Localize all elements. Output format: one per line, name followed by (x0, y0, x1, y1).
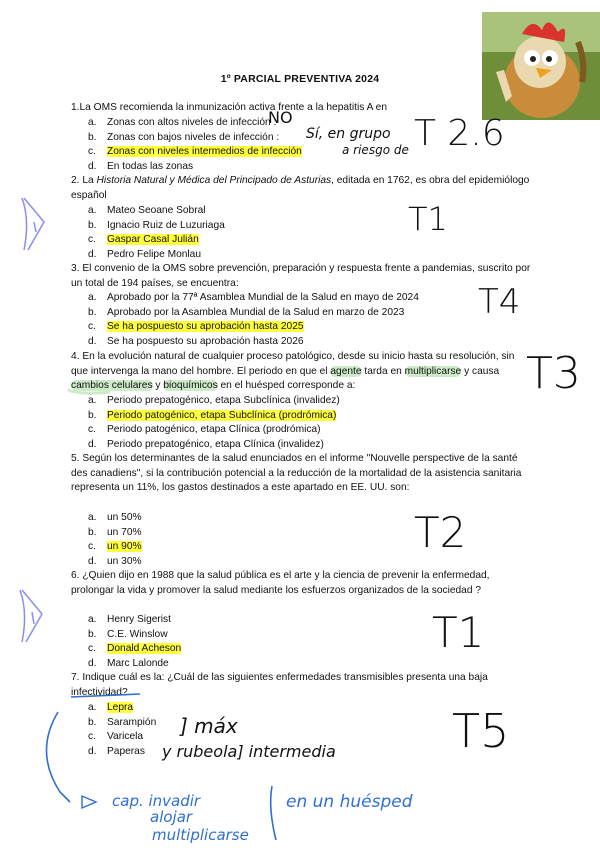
question-4-stem: 4. En la evolución natural de cualquier proceso patológico, desde su inicio hasta su resolución, sin que intervenga la mano del hombre. El periodo en que el agente tarda en multiplicarse y causa cambios celulares y bioquímicos en el huésped corresponde a: (71, 351, 515, 392)
highlighted-answer: Zonas con niveles intermedios de infección (107, 146, 302, 158)
blue-bracket-mark (46, 712, 70, 802)
list-item: a. Mateo Seoane Sobral (88, 205, 206, 216)
list-item: d. Periodo prepatogénico, etapa Clínica (invalidez) (88, 438, 324, 450)
highlighted-answer: Se ha pospuesto su aprobación hasta 2025 (107, 321, 304, 333)
handwritten-max: ] máx (180, 714, 238, 738)
handwritten-en-un-huesped: en un huésped (286, 792, 413, 812)
list-item: b. Sarampión (88, 716, 157, 728)
list-item: a. Henry Sigerist (88, 614, 171, 625)
handwritten-t2: T2 (414, 508, 467, 557)
handwritten-t1-second: T1 (432, 608, 485, 657)
list-item: b. Periodo patogénico, etapa Subclínica (prodrómica) (88, 409, 337, 421)
list-item: d. En todas las zonas (88, 160, 194, 172)
list-item: c. Gaspar Casal Julián (88, 234, 199, 246)
list-item: c. Periodo patogénico, etapa Clínica (prodrómica) (88, 424, 321, 436)
blue-brace-mark (271, 786, 276, 840)
question-5-stem: 5. Según los determinantes de la salud enunciados en el informe "Nouvelle perspective de la santé des canadiens", si la contribución potencial a la reducción de la mortalidad de la asistencia sanitaria representa un 11%, los gastos destinados a este apartado en EE. UU. son: (71, 453, 522, 494)
handwritten-t5: T5 (452, 704, 510, 758)
list-item: d. Pedro Felipe Monlau (88, 248, 202, 260)
handwritten-t1: T1 (408, 200, 448, 238)
list-item: c. un 90% (88, 541, 142, 553)
list-item: c. Se ha pospuesto su aprobación hasta 2025 (88, 321, 304, 333)
handwritten-multiplicarse: multiplicarse (152, 826, 249, 844)
list-item: c. Varicela (88, 731, 144, 743)
list-item: b. Zonas con bajos niveles de infección : (88, 131, 280, 143)
blue-arrow-mark (82, 796, 96, 808)
highlighted-answer: Periodo patogénico, etapa Subclínica (prodrómica) (107, 409, 337, 421)
handwritten-t4: T4 (478, 282, 521, 322)
highlighted-answer: Gaspar Casal Julián (107, 234, 199, 246)
list-item: c. Donald Acheson (88, 643, 182, 655)
highlighted-answer: Donald Acheson (107, 643, 182, 655)
list-item: d. Se ha pospuesto su aprobación hasta 2026 (88, 335, 304, 347)
question-1-stem: 1.La OMS recomienda la inmunización activa frente a la hepatitis A en (71, 102, 387, 113)
highlighted-answer: un 90% (107, 541, 142, 553)
list-item: d. Marc Lalonde (88, 657, 169, 669)
handwritten-no: NO (268, 108, 293, 127)
question-2-stem: 2. La Historia Natural y Médica del Principado de Asturias, editada en 1762, es obra del epidemiólogo español (71, 175, 530, 201)
underline-mark (71, 694, 140, 697)
green-marker-stroke (68, 390, 110, 393)
list-item: a. Zonas con altos niveles de infección : (88, 117, 277, 128)
handwritten-rubeola: y rubeola] intermedia (162, 742, 336, 761)
list-item: a. Lepra (88, 702, 134, 713)
list-item: a. Aprobado por la 77ª Asamblea Mundial de la Salud en mayo de 2024 (88, 292, 419, 303)
handwritten-t26: T 2.6 (414, 113, 505, 154)
handwritten-si-grupo: Sí, en grupo (306, 126, 391, 142)
list-item: b. un 70% (88, 526, 142, 538)
handwritten-t3: T3 (526, 348, 581, 399)
page-title: 1º PARCIAL PREVENTIVA 2024 (220, 73, 380, 85)
violet-arrow-mark (20, 590, 42, 642)
list-item: d. Paperas (88, 745, 145, 757)
list-item: d. un 30% (88, 555, 142, 567)
highlighted-answer: Lepra (107, 702, 134, 713)
question-3-stem: 3. El convenio de la OMS sobre prevención, preparación y respuesta frente a pandemias, suscrito por un total de 194 países, se encuentra: (71, 263, 531, 289)
question-7-stem: 7. Indique cuál es la: ¿Cuál de las siguientes enfermedades transmisibles presenta una baja infectividad? (71, 672, 488, 698)
list-item: a. Periodo prepatogénico, etapa Subclínica (invalidez) (88, 395, 340, 406)
list-item: b. Aprobado por la Asamblea Mundial de la Salud en marzo de 2023 (88, 306, 405, 318)
handwritten-cap-invadir: cap. invadir (112, 792, 201, 810)
violet-arrow-mark (22, 198, 44, 250)
handwritten-alojar: alojar (150, 808, 193, 826)
list-item: b. C.E. Winslow (88, 628, 168, 640)
list-item: b. Ignacio Ruiz de Luzuriaga (88, 219, 225, 231)
list-item: c. Zonas con niveles intermedios de infección (88, 146, 302, 158)
handwritten-a-riesgo: a riesgo de (342, 143, 409, 157)
list-item: a. un 50% (88, 512, 142, 523)
question-6-stem: 6. ¿Quien dijo en 1988 que la salud pública es el arte y la ciencia de prevenir la enfermedad, prolongar la vida y promover la salud mediante los esfuerzos organizados de la sociedad ? (71, 570, 490, 596)
